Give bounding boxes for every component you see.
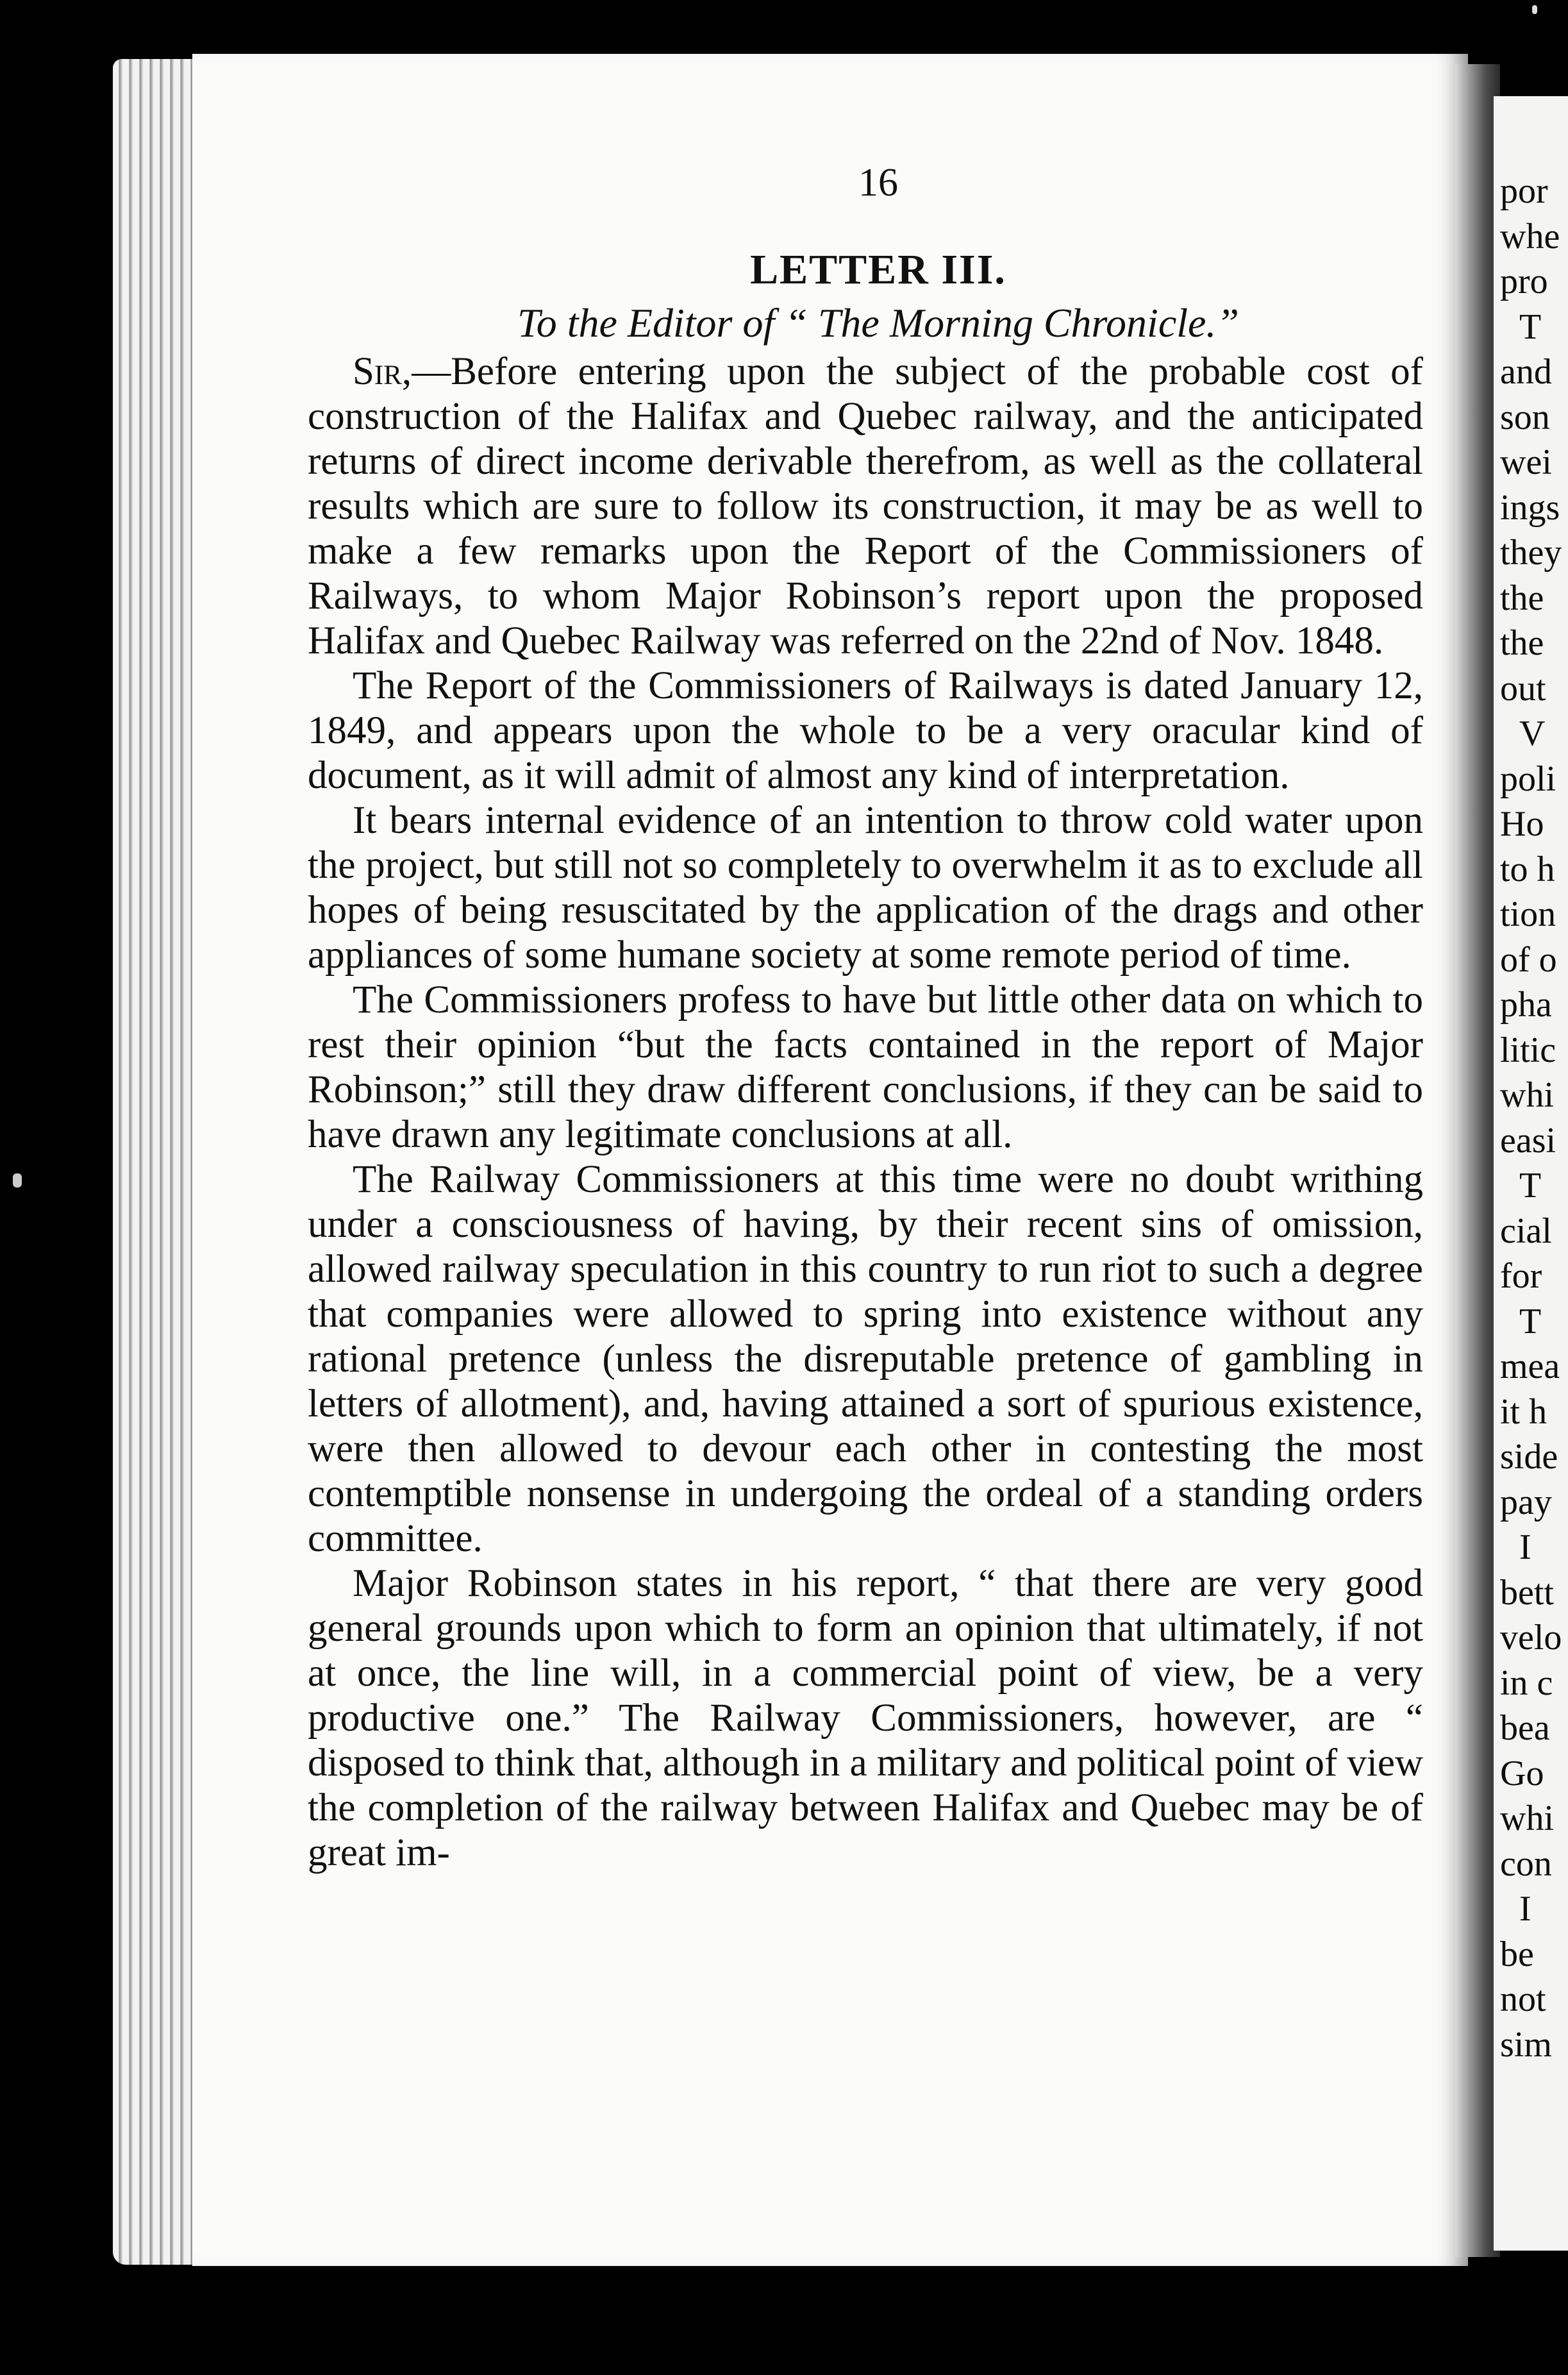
facing-page-line: not [1500, 1979, 1546, 2019]
page-number: 16 [858, 161, 898, 205]
facing-page-line: they [1500, 533, 1562, 573]
facing-page-line: T [1519, 306, 1542, 347]
letter-title: LETTER III. [750, 246, 1006, 293]
facing-page-line: and [1500, 352, 1552, 392]
facing-page-line: the [1500, 623, 1544, 663]
page-text [308, 160, 1423, 1876]
facing-page-line: tion [1500, 894, 1556, 934]
scan-speck [1532, 5, 1537, 14]
body-paragraph: The Railway Commissioners at this time were no doubt writhing under a consciousness of having, by their recent sins of omission, allowed railway speculation in this country to run riot to such a degree that companies were allowed to spring into existence without any rational pretence (unless the disreputable pretence of gambling in letters of allotment), and, having attained a sort of spurious existence, were then allowed to devour each other in contesting the most contemptible nonsense in undergoing the ordeal of a standing orders committee. [308, 1158, 1423, 1560]
facing-page-line: it h [1500, 1391, 1547, 1432]
facing-page-line: con [1500, 1843, 1552, 1884]
facing-page-line: whi [1500, 1799, 1554, 1838]
body-paragraph: Major Robinson states in his report, “ that there are very good general grounds upon which to form an opinion that ultimately, if not at once, the line will, in a commercial point of view, be a very productive one.” The Railway Commissioners, however, are “ disposed to think that, although in a military and political point of view the completion of the railway between Halifax and Quebec may be of great im- [308, 1562, 1423, 1874]
facing-page-line: to h [1500, 849, 1555, 889]
facing-page-line: be [1500, 1934, 1534, 1974]
facing-page-line: mea [1500, 1347, 1560, 1386]
facing-page-line: V [1519, 714, 1546, 753]
body-paragraph: It bears internal evidence of an intention to throw cold water upon the project, but still not so completely to overwhelm it as to exclude all hopes of being resuscitated by the application of the drags and other appliances of some humane society at some remote period of time. [308, 799, 1423, 977]
body-paragraph: The Commissioners profess to have but little other data on which to rest their opinion “but the facts contained in the report of Major Robinson;” still they draw different conclusions, if they can be said to have drawn any legitimate conclusions at all. [308, 978, 1423, 1156]
facing-page-line: bea [1500, 1708, 1550, 1748]
facing-page-line: I [1519, 1889, 1531, 1929]
facing-page-line: pay [1500, 1482, 1552, 1522]
facing-page-line: the [1500, 578, 1544, 618]
scan-speck [13, 1173, 22, 1188]
facing-page-line: son [1500, 397, 1550, 437]
facing-page-line: poli [1500, 759, 1556, 799]
facing-page-line: for [1500, 1256, 1542, 1296]
facing-page-line: T [1519, 1301, 1542, 1341]
letter-recipient: To the Editor of “ The Morning Chronicle.” [517, 300, 1240, 346]
salutation: Sir, [353, 350, 412, 393]
paragraph-text: —Before entering upon the subject of the probable cost of construction of the Halifax and Quebec railway, and the anticipated returns of direct income derivable therefrom, as well as the collateral results which are sure to follow its construction, it may be as well to make a few remarks upon the Report of the Commissioners of Railways, to whom Major Robinson’s report upon the proposed Halifax and Quebec Railway was referred on the 22nd of Nov. 1848. [308, 350, 1423, 662]
facing-page-line: in c [1500, 1663, 1553, 1703]
facing-page-line: ings [1500, 487, 1560, 528]
facing-page-line: out [1500, 668, 1546, 709]
facing-page-line: side [1500, 1437, 1558, 1477]
facing-page-line: pro [1500, 262, 1548, 301]
page-edges [113, 59, 203, 2265]
facing-page-line: Go [1500, 1753, 1544, 1793]
body-paragraph: The Report of the Commissioners of Railways is dated January 12, 1849, and appears upon the whole to be a very oracular kind of document, as it will admit of almost any kind of interpretation. [308, 664, 1423, 797]
body-paragraph [308, 349, 1423, 664]
facing-page-line: Ho [1500, 804, 1544, 844]
facing-page-line: whe [1500, 216, 1560, 256]
facing-page-line: of o [1500, 939, 1557, 980]
facing-page-line: wei [1500, 442, 1552, 482]
facing-page-line: I [1519, 1527, 1531, 1567]
facing-page-line: pha [1500, 985, 1552, 1025]
facing-page-edge [1494, 96, 1568, 2251]
facing-page-line: litic [1500, 1030, 1556, 1070]
facing-page-line: velo [1500, 1618, 1562, 1657]
facing-page-line: easi [1500, 1120, 1556, 1161]
facing-page-line: cial [1500, 1211, 1552, 1251]
facing-page-line: whi [1500, 1075, 1554, 1115]
facing-page-line: sim [1500, 2024, 1552, 2065]
facing-page-line: T [1519, 1166, 1542, 1205]
facing-page-line: bett [1500, 1572, 1554, 1613]
facing-page-line: por [1500, 171, 1548, 211]
